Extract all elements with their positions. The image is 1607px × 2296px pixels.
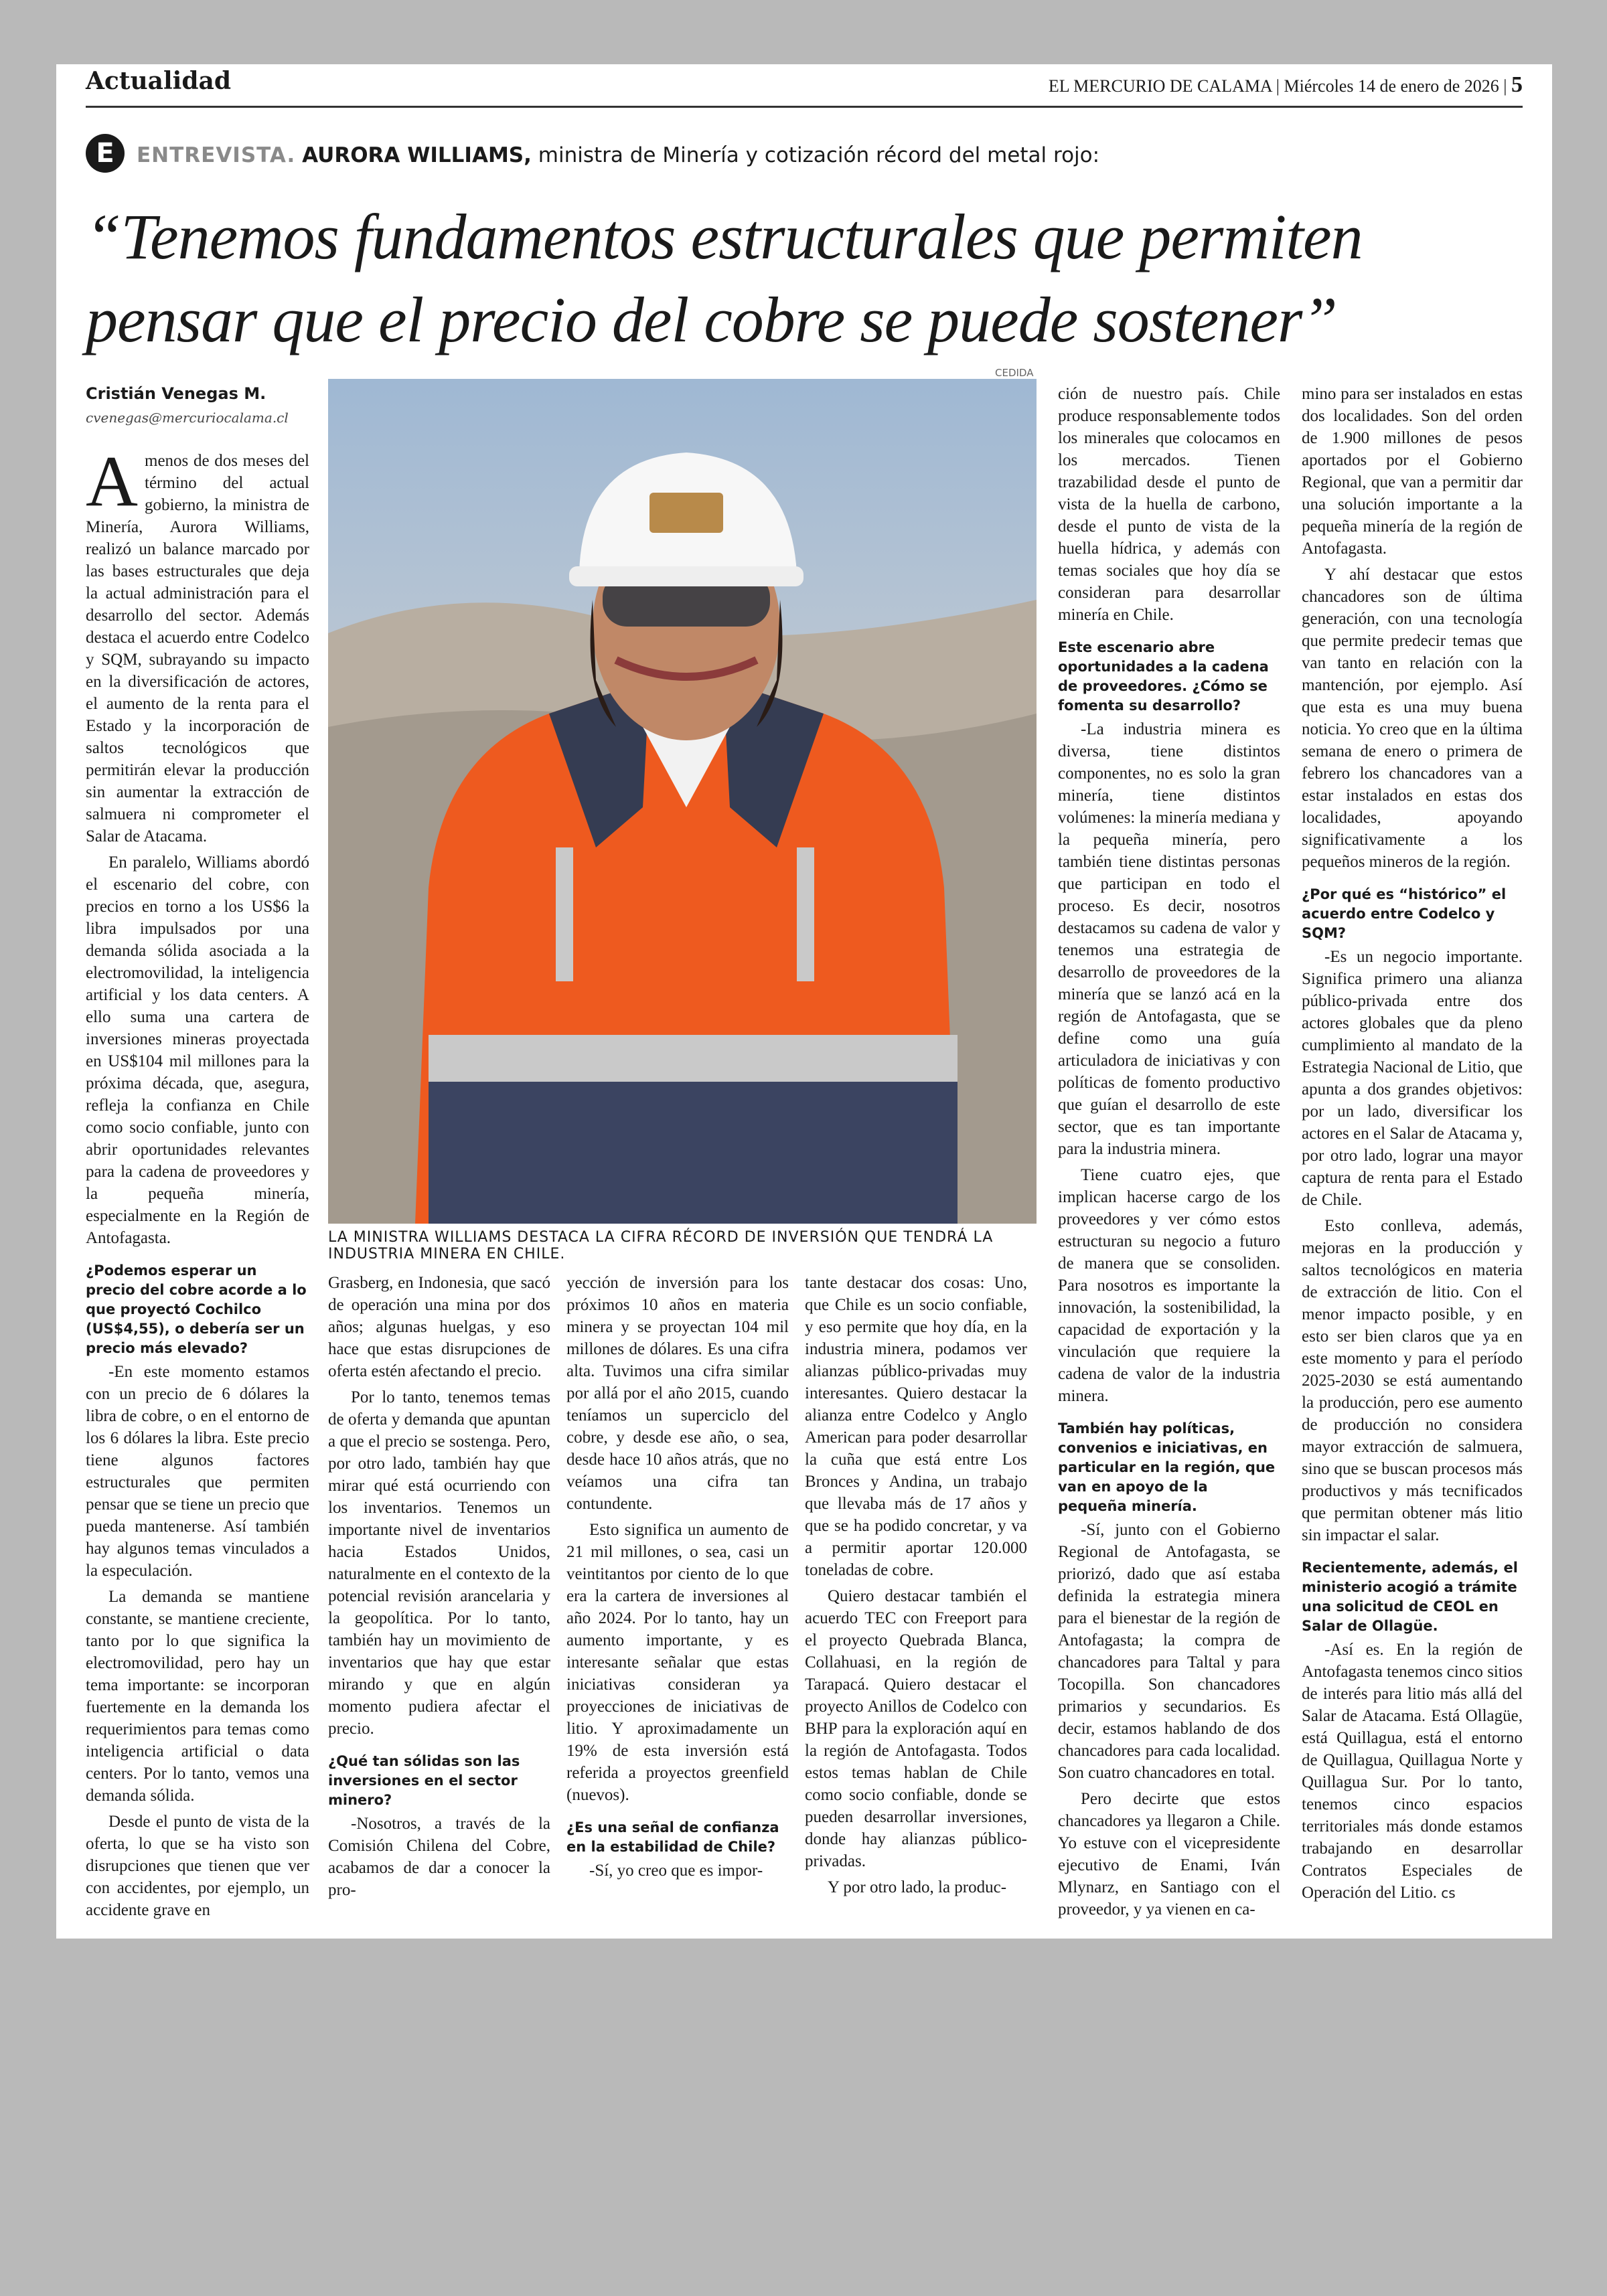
- interview-badge: E: [86, 134, 125, 173]
- author-email: cvenegas@mercuriocalama.cl: [86, 410, 289, 426]
- paragraph: -En este momento estamos con un precio de 6 dólares la libra de cobre, o en el entorno de los 6 dólares la libra. Este precio tiene algunos factores estructurales que permiten pensar que se tiene un precio que pueda mantenerse. Así también hay algunos temas vinculados a la especulación.: [86, 1363, 309, 1580]
- paragraph: -Nosotros, a través de la Comisión Chilena del Cobre, acabamos de dar a conocer la pro-: [328, 1815, 550, 1899]
- question-heading: ¿Qué tan sólidas son las inversiones en el sector minero?: [328, 1753, 520, 1808]
- paragraph: mino para ser instalados en estas dos localidades. Son del orden de 1.900 millones de pesos aportados por el Gobierno Regional, que van a permitir dar una solución importante a la pequeña minería de la región de Antofagasta.: [1302, 385, 1523, 558]
- column-1: [86, 442, 309, 1925]
- paragraph: Desde el punto de vista de la oferta, lo que se ha visto son disrupciones que tienen que ver con accidentes, por ejemplo, un accidente grave en: [86, 1813, 309, 1919]
- paragraph: -Sí, junto con el Gobierno Regional de Antofagasta, se priorizó, dado que así estaba definida la estrategia minera para el bienestar de la región de Antofagasta; la compra de chancadores para Taltal y para Tocopilla. Son chancadores primarios y secundarios. Es decir, estamos hablando de dos chancadores para cada localidad. Son cuatro chancadores en total.: [1058, 1521, 1280, 1782]
- paragraph: ción de nuestro país. Chile produce responsablemente todos los minerales que colocamos en los mercados. Tienen trazabilidad desde el punto de vista de la huella de carbono, desde el punto de vista de la huella hídrica, y además con temas sociales que hoy día se consideran para desarrollar minería en Chile.: [1058, 385, 1280, 624]
- photo-caption: LA MINISTRA WILLIAMS DESTACA LA CIFRA RÉCORD DE INVERSIÓN QUE TENDRÁ LA INDUSTRIA MINERA EN CHILE.: [328, 1229, 994, 1262]
- headline: [86, 195, 1523, 361]
- paragraph: -Así es. En la región de Antofagasta tenemos cinco sitios de interés para litio más allá del Salar de Atacama. Está Ollagüe, está Quillagua, está el entorno de Quillagua, Quillagua Norte y Quillagua Sur. Por lo tanto, tenemos cinco espacios territoriales más donde estamos trabajando en desarrollar Contratos Especiales de Operación del Litio. cs: [1302, 1641, 1523, 1902]
- kicker-label: ENTREVISTA.: [137, 143, 296, 167]
- question-heading: ¿Podemos esperar un precio del cobre acorde a lo que proyectó Cochilco (US$4,55), o debería ser un precio más elevado?: [86, 1262, 307, 1356]
- headline-line-1: “Tenemos fundamentos estructurales que permiten: [86, 201, 1363, 272]
- paragraph: Esto conlleva, además, mejoras en la producción y saltos tecnológicos en materia de extracción de litio. Con el menor impacto posible, y en esto ser bien claros que ya en este momento y para el período 2025-2030 se está aumentando la producción, pero ese aumento de producción no considera mayor extracción de salmuera, sino que se buscan procesos más productivos y más tecnificados que permitan obtener más litio sin impactar el salar.: [1302, 1217, 1523, 1544]
- publication-info: EL MERCURIO DE CALAMA | Miércoles 14 de enero de 2026 | 5: [1048, 72, 1523, 97]
- column-3: [566, 1272, 789, 1886]
- paragraph: Quiero destacar también el acuerdo TEC con Freeport para el proyecto Quebrada Blanca, Collahuasi, en la región de Tarapacá. Quiero destacar el proyecto Anillos de Codelco con BHP para la exploración aquí en la región de Antofagasta. Todos estos temas hablan de Chile como socio confiable, donde se pueden desarrollar inversiones, donde hay alianzas público-privadas.: [805, 1587, 1027, 1870]
- paragraph: -La industria minera es diversa, tiene distintos componentes, no es solo la gran minería, tiene distintos volúmenes: la minería mediana y la pequeña minería, pero también tiene distintas personas que participan en todo el proceso. Es decir, nosotros destacamos su cadena de valor y tenemos una estrategia de desarrollo de proveedores de la minería que se lanzó acá en la región de Antofagasta, que se define como una guía articuladora de iniciativas y con políticas de fomento productivo que guían el desarrollo de este sector, que es tan importante para la industria minera.: [1058, 720, 1280, 1158]
- column-4: [805, 1272, 1027, 1902]
- paragraph: Esto significa un aumento de 21 mil millones, o sea, casi un veintitantos por ciento de lo que era la cartera de inversiones al año 2024. Por lo tanto, hay un aumento importante, y es interesante señalar que estas iniciativas consideran ya proyecciones de iniciativas de litio. Y aproximadamente un 19% de esta inversión está referida a proyectos greenfield (nuevos).: [566, 1521, 789, 1804]
- minister-photo: [328, 379, 1037, 1224]
- paragraph: Grasberg, en Indonesia, que sacó de operación una mina por dos años; algunas huelgas, y eso hace que estas disrupciones de oferta estén afectando el precio.: [328, 1274, 550, 1380]
- paragraph: -Es un negocio importante. Significa primero una alianza público-privada entre dos actores globales que da pleno cumplimiento al mandato de la Estrategia Nacional de Litio, que apunta a dos grandes objetivos: por un lado, diversificar los actores en el Salar de Atacama y, por otro lado, lograr una mayor captura de renta para el Estado de Chile.: [1302, 948, 1523, 1209]
- publication-date: Miércoles 14 de enero de 2026: [1284, 76, 1499, 96]
- lead-paragraph: Amenos de dos meses del término del actual gobierno, la ministra de Minería, Aurora Williams, realizó un balance marcado por las bases estructurales que deja la actual administración para el desarrollo del sector. Además destaca el acuerdo entre Codelco y SQM, subrayando su impacto en la diversificación de actores, el aumento de la renta para el Estado y la incorporación de saltos tecnológicos que permitirán elevar la producción sin aumentar la extracción de salmuera ni comprometer el Salar de Atacama.: [86, 442, 309, 845]
- question-heading: También hay políticas, convenios e iniciativas, en particular en la región, que van en apoyo de la pequeña minería.: [1058, 1420, 1276, 1514]
- page-number: 5: [1511, 72, 1523, 97]
- paragraph: La demanda se mantiene constante, se mantiene creciente, tanto por lo que significa la electromovilidad, pero hay un tema importante: se incorporan fuertemente en la demanda los requerimientos para temas como inteligencia artificial o data centers. Por lo tanto, vemos una demanda sólida.: [86, 1588, 309, 1805]
- column-5: [1058, 383, 1280, 1924]
- paragraph: Pero decirte que estos chancadores ya llegaron a Chile. Yo estuve con el vicepresidente ejecutivo de Enami, Iván Mlynarz, en Santiago con el proveedor, y ya vienen en ca-: [1058, 1790, 1280, 1918]
- photo-credit: CEDIDA: [995, 367, 1034, 379]
- paragraph: yección de inversión para los próximos 10 años en materia minera y se proyectan 104 mil millones de dólares. Es una cifra alta. Tuvimos una cifra similar por allá por el año 2015, cuando teníamos un superciclo del cobre, y desde ese año, o sea, desde hace 10 años atrás, que no veíamos una cifra tan contundente.: [566, 1274, 789, 1513]
- paragraph: Por lo tanto, tenemos temas de oferta y demanda que apuntan a que el precio se sostenga. Pero, por otro lado, también hay que mirar qué está ocurriendo con los inventarios. Tenemos un importante nivel de inventarios hacia Estados Unidos, naturalmente en el contexto de la potencial revisión arancelaria y la geopolítica. Por lo tanto, también hay un movimiento de inventarios que hay que estar mirando y que en algún momento pudiera afectar el precio.: [328, 1388, 550, 1738]
- byline: [86, 384, 313, 426]
- paragraph: Y por otro lado, la produc-: [828, 1878, 1007, 1896]
- question-heading: ¿Por qué es “histórico” el acuerdo entre Codelco y SQM?: [1302, 886, 1507, 941]
- headline-line-2: pensar que el precio del cobre se puede sostener”: [86, 284, 1337, 355]
- question-heading: Este escenario abre oportunidades a la cadena de proveedores. ¿Cómo se fomenta su desarrollo?: [1058, 639, 1269, 714]
- publication-name: EL MERCURIO DE CALAMA: [1048, 76, 1272, 96]
- paragraph: En paralelo, Williams abordó el escenario del cobre, con precios en torno a los US$6 la libra impulsados por una demanda sólida asociada a la electromovilidad, la inteligencia artificial y los data centers. A ello suma una cartera de inversiones mineras proyectada en US$104 mil millones para la próxima década, que, asegura, refleja la confianza en Chile como socio confiable, junto con abrir oportunidades relevantes para la cadena de proveedores y la pequeña minería, especialmente en la Región de Antofagasta.: [86, 853, 309, 1247]
- question-heading: ¿Es una señal de confianza en la estabilidad de Chile?: [566, 1819, 779, 1855]
- paragraph: -Sí, yo creo que es impor-: [589, 1862, 763, 1880]
- question-heading: Recientemente, además, el ministerio acogió a trámite una solicitud de CEOL en Salar de Ollagüe.: [1302, 1560, 1518, 1634]
- kicker-name: AURORA WILLIAMS,: [302, 143, 532, 167]
- page-header: [86, 63, 1523, 111]
- paragraph: Y ahí destacar que estos chancadores son de última generación, con una tecnología que permite predecir temas que van tanto en relación con la mantención, por ejemplo. Así que esta es una muy buena noticia. Yo creo que en la última semana de enero o primera de febrero los chancadores van a estar instalados en estas dos localidades, apoyando significativamente a los pequeños mineros de la región.: [1302, 566, 1523, 871]
- end-mark: cs: [1441, 1885, 1456, 1901]
- section-name: Actualidad: [86, 67, 232, 95]
- minister-illustration: [328, 379, 1037, 1224]
- author-name: Cristián Venegas M.: [86, 384, 266, 403]
- drop-cap: A: [86, 442, 138, 521]
- column-6: [1302, 383, 1523, 1908]
- column-2: [328, 1272, 550, 1905]
- header-rule: [86, 106, 1523, 108]
- kicker: [86, 134, 1523, 181]
- paragraph: tante destacar dos cosas: Uno, que Chile es un socio confiable, y eso permite que hoy día, en la industria minera, podamos ver alianzas público-privadas muy interesantes. Quiero destacar la alianza entre Codelco y Anglo American para poder desarrollar la cuña que está entre Los Bronces y Andina, un trabajo que llevaba más de 17 años y que se ha podido concretar, y va a permitir aportar 120.000 toneladas de cobre.: [805, 1274, 1027, 1579]
- paragraph: Tiene cuatro ejes, que implican hacerse cargo de los proveedores y ver cómo estos estructuran su negocio a futuro de manera que se consoliden. Para nosotros es importante la innovación, la sostenibilidad, la capacidad de exportación y la vinculación que requiere la cadena de valor de la industria minera.: [1058, 1166, 1280, 1405]
- kicker-rest: ministra de Minería y cotización récord del metal rojo:: [538, 143, 1100, 167]
